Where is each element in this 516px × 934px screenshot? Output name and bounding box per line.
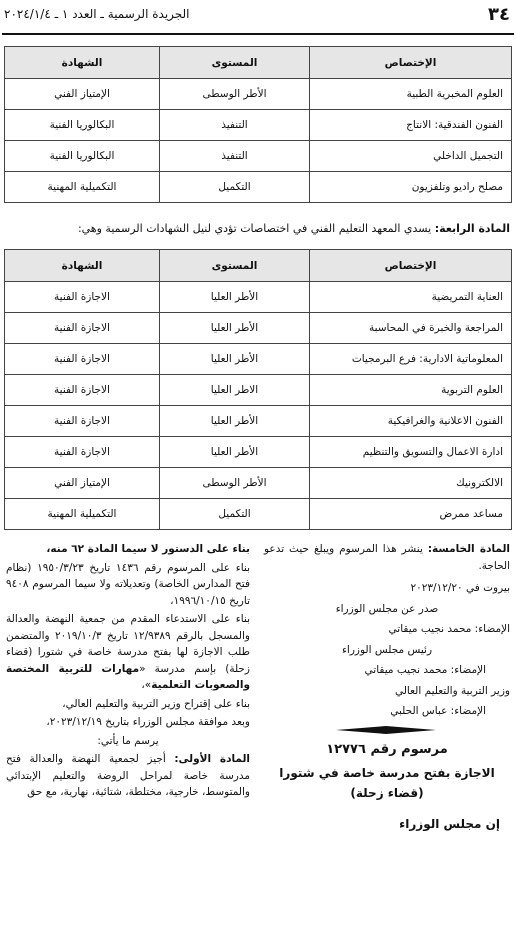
specialties-table-2: [4, 249, 512, 530]
header-rule: [2, 33, 514, 35]
level-cell: الأطر الوسطى: [160, 468, 310, 499]
specialty-cell: ادارة الاعمال والتسويق والتنظيم: [310, 437, 512, 468]
preamble-application-end: »،: [141, 679, 152, 691]
level-cell: التكميل: [160, 172, 310, 203]
level-cell: الاطر العليا: [160, 375, 310, 406]
council-heading: إن مجلس الوزراء: [399, 817, 500, 831]
article-5-text: ينشر هذا المرسوم ويبلغ حيث تدعو الحاجة.: [264, 543, 510, 572]
column-header-level: المستوى: [160, 250, 310, 282]
table-row: [5, 110, 512, 141]
table-header-row: [5, 250, 512, 282]
certificate-cell: الإمتياز الفني: [5, 468, 160, 499]
signature-3: الإمضاء: عباس الحلبي: [390, 705, 486, 717]
specialty-cell: مصلح راديو وتلفزيون: [310, 172, 512, 203]
gazette-title: الجريدة الرسمية ـ العدد ١ ـ ٢٠٢٤/١/٤: [4, 7, 190, 21]
minister-title: وزير التربية والتعليم العالي: [394, 684, 510, 697]
article-4-label: المادة الرابعة:: [434, 222, 510, 235]
level-cell: الأطر العليا: [160, 344, 310, 375]
decree-district: (قضاء زحلة): [350, 786, 424, 800]
left-column: [6, 541, 250, 803]
page-header: [4, 4, 512, 30]
specialties-table-1: [4, 46, 512, 203]
signature-2: الإمضاء: محمد نجيب ميقاتي: [364, 664, 486, 676]
level-cell: الأطر العليا: [160, 406, 310, 437]
level-cell: الأطر العليا: [160, 437, 310, 468]
decree-subject: الاجازة بفتح مدرسة خاصة في شتورا: [279, 766, 495, 780]
specialty-cell: العلوم التربوية: [310, 375, 512, 406]
certificate-cell: التكميلية المهنية: [5, 499, 160, 530]
place-date: بيروت في ٢٠٢٣/١٢/٢٠: [410, 582, 510, 594]
article-1-text: أجيز لجمعية النهضة والعدالة فتح مدرسة خاصة لمراحل الروضة والتعليم الإبتدائي والمتوسط، خارجية، مختلطة، شتائية، نهارية، مع حق: [6, 753, 250, 798]
article-1: [6, 751, 250, 801]
article-4: [4, 222, 510, 235]
table-header-row: [5, 47, 512, 79]
column-header-certificate: الشهادة: [5, 250, 160, 282]
article-5: [264, 541, 510, 574]
preamble-application: [6, 611, 250, 694]
article-4-text: يسدي المعهد التعليم الفني في اختصاصات تؤدي لنيل الشهادات الرسمية وهي:: [77, 222, 432, 235]
page-number: ٣٤: [488, 4, 510, 25]
signature-1: الإمضاء: محمد نجيب ميقاتي: [388, 623, 510, 635]
level-cell: التنفيذ: [160, 110, 310, 141]
column-header-certificate: الشهادة: [5, 47, 160, 79]
certificate-cell: التكميلية المهنية: [5, 172, 160, 203]
certificate-cell: الاجازة الفنية: [5, 313, 160, 344]
certificate-cell: الاجازة الفنية: [5, 282, 160, 313]
column-header-specialty: الإختصاص: [310, 250, 512, 282]
decree-number: مرسوم رقم ١٢٧٧٦: [326, 741, 448, 757]
double-arrow-divider: [336, 724, 436, 736]
table-row: [5, 406, 512, 437]
table-row: [5, 172, 512, 203]
preamble-decree-1436: بناء على المرسوم رقم ١٤٣٦ تاريخ ١٩٥٠/٣/٢٣ (نظام فتح المدارس الخاصة) وتعديلاته ولا سيما المرسوم ٩٤٠٨ تاريخ ١٩٩٦/١٠/١٥،: [6, 561, 250, 607]
preamble-approval: وبعد موافقة مجلس الوزراء بتاريخ ٢٠٢٣/١٢/١٩،: [46, 716, 250, 728]
table-row: [5, 141, 512, 172]
table-row: [5, 468, 512, 499]
issued-by: صدر عن مجلس الوزراء: [335, 602, 439, 615]
table-row: [5, 282, 512, 313]
specialty-cell: العناية التمريضية: [310, 282, 512, 313]
specialty-cell: مساعد ممرض: [310, 499, 512, 530]
separator-arrow: [264, 724, 510, 736]
article-1-label: المادة الأولى:: [174, 753, 251, 765]
certificate-cell: الاجازة الفنية: [5, 375, 160, 406]
right-column: [264, 541, 510, 835]
column-header-specialty: الإختصاص: [310, 47, 512, 79]
preamble-application-text: بناء على الاستدعاء المقدم من جمعية النهضة والعدالة والمسجل بالرقم ١٢/٩٣٨٩ تاريخ ٢٠١٩/١٠/٣ والمتضمن طلب الاجازة لها بفتح مدرسة خاصة في شتورا (قضاء زحلة) بإسم مدرسة «: [6, 613, 250, 675]
school-name: مهارات للتربية المختصة والصعوبات التعلمية: [6, 662, 250, 691]
table-row: [5, 313, 512, 344]
specialty-cell: التجميل الداخلي: [310, 141, 512, 172]
level-cell: التكميل: [160, 499, 310, 530]
level-cell: التنفيذ: [160, 141, 310, 172]
specialty-cell: الالكترونيك: [310, 468, 512, 499]
specialty-cell: الفنون الفندقية: الانتاج: [310, 110, 512, 141]
specialty-cell: المراجعة والخبرة في المحاسبة: [310, 313, 512, 344]
preamble-constitution: بناء على الدستور لا سيما المادة ٦٢ منه،: [46, 543, 250, 555]
specialty-cell: المعلوماتية الادارية: فرع البرمجيات: [310, 344, 512, 375]
certificate-cell: الاجازة الفنية: [5, 344, 160, 375]
preamble-proposal: بناء على إقتراح وزير التربية والتعليم العالي،: [62, 697, 250, 710]
table-row: [5, 437, 512, 468]
level-cell: الأطر الوسطى: [160, 79, 310, 110]
column-header-level: المستوى: [160, 47, 310, 79]
specialty-cell: الفنون الاعلانية والغرافيكية: [310, 406, 512, 437]
table-row: [5, 499, 512, 530]
pm-title: رئيس مجلس الوزراء: [341, 643, 433, 656]
table-row: [5, 79, 512, 110]
table-row: [5, 375, 512, 406]
certificate-cell: الاجازة الفنية: [5, 406, 160, 437]
certificate-cell: الاجازة الفنية: [5, 437, 160, 468]
decree-enacts: يرسم ما يأتي:: [97, 734, 159, 747]
certificate-cell: البكالوريا الفنية: [5, 110, 160, 141]
certificate-cell: الإمتياز الفني: [5, 79, 160, 110]
level-cell: الأطر العليا: [160, 313, 310, 344]
level-cell: الأطر العليا: [160, 282, 310, 313]
certificate-cell: البكالوريا الفنية: [5, 141, 160, 172]
article-5-label: المادة الخامسة:: [427, 543, 510, 555]
specialty-cell: العلوم المخبرية الطبية: [310, 79, 512, 110]
table-row: [5, 344, 512, 375]
